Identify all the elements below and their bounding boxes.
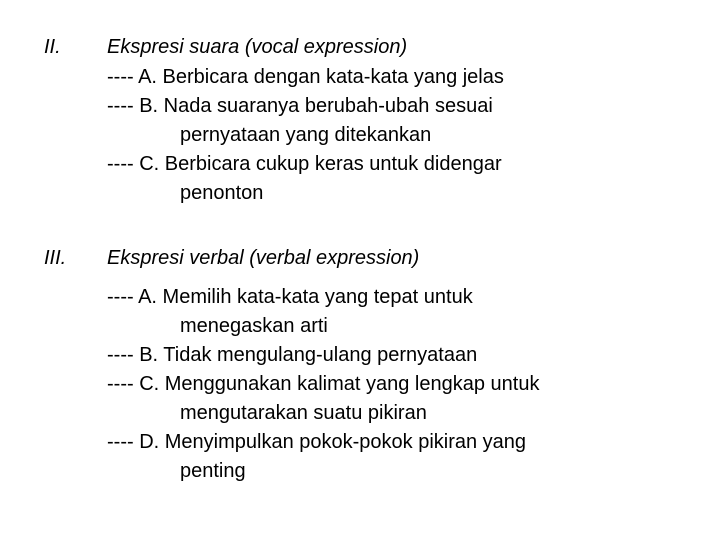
list-item (107, 341, 707, 370)
item-text: ---- C. Berbicara cukup keras untuk didengar (107, 153, 502, 175)
item-text: ---- A. Berbicara dengan kata-kata yang jelas (107, 66, 504, 88)
item-text: ---- C. Menggunakan kalimat yang lengkap untuk (107, 373, 540, 395)
item-text-continuation: pernyataan yang ditekankan (180, 124, 432, 146)
list-item (107, 283, 707, 341)
section-numeral: III. (44, 247, 67, 269)
item-text: ---- D. Menyimpulkan pokok-pokok pikiran yang (107, 431, 527, 453)
list-item (107, 428, 707, 486)
item-list (107, 63, 707, 208)
item-text: ---- B. Nada suaranya berubah-ubah sesuai (107, 95, 493, 117)
section-numeral: II. (44, 36, 61, 58)
list-item (107, 370, 707, 428)
item-list (107, 283, 707, 486)
list-item (107, 150, 707, 208)
section-heading: Ekspresi verbal (verbal expression) (107, 247, 420, 269)
item-text-continuation: penting (180, 460, 246, 482)
item-text: ---- A. Memilih kata-kata yang tepat untuk (107, 286, 473, 308)
item-text-continuation: penonton (180, 182, 264, 204)
list-item (107, 92, 707, 150)
item-text-continuation: menegaskan arti (180, 315, 328, 337)
item-text: ---- B. Tidak mengulang-ulang pernyataan (107, 344, 478, 366)
section-heading: Ekspresi suara (vocal expression) (107, 36, 408, 58)
list-item (107, 63, 707, 92)
item-text-continuation: mengutarakan suatu pikiran (180, 402, 427, 424)
